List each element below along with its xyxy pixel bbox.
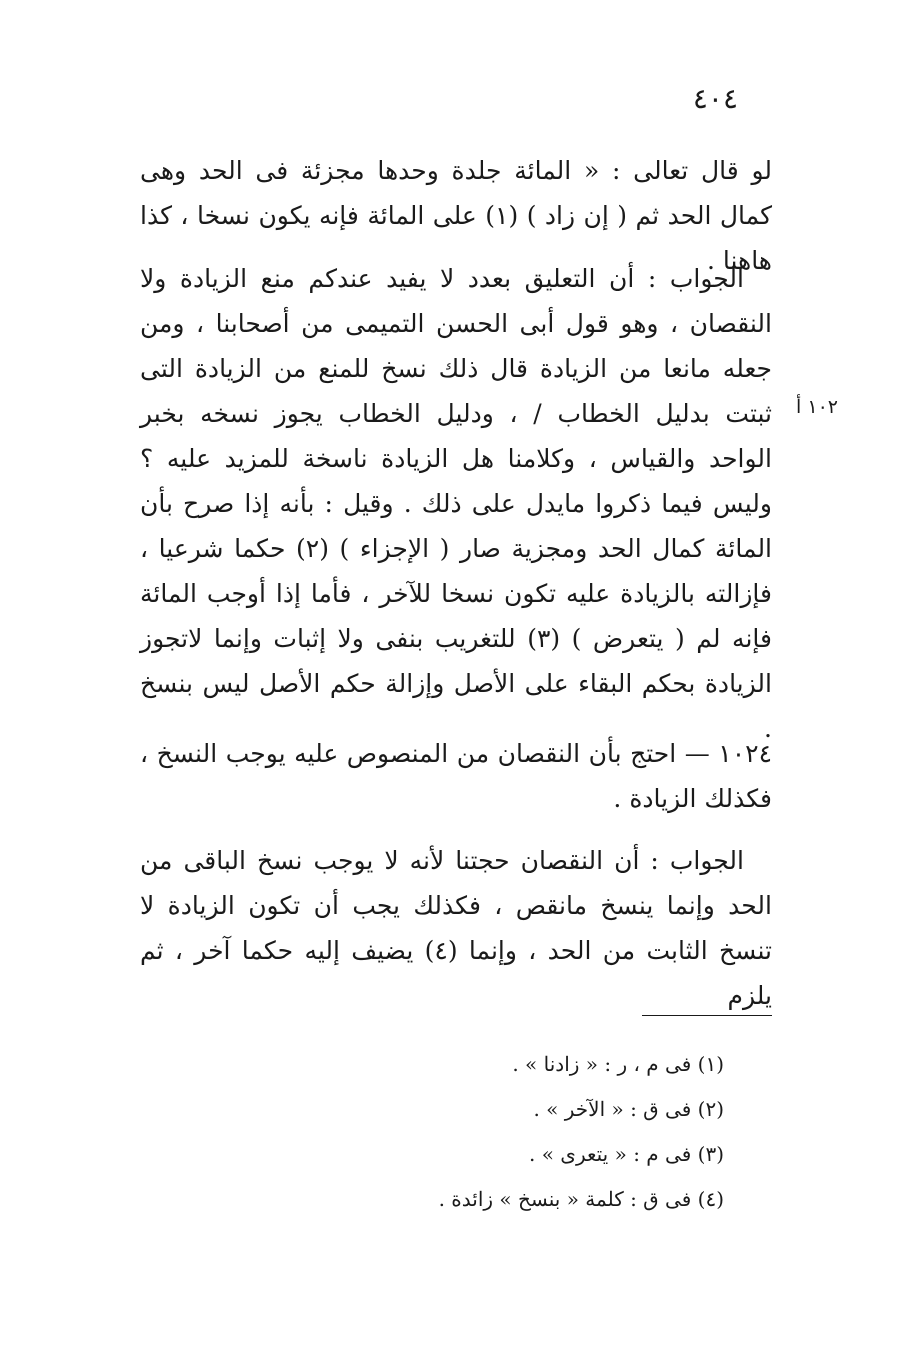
paragraph-text: لو قال تعالى : « المائة جلدة وحدها مجزئة فى الحد وهى كمال الحد ثم ( إن زاد ) (١) على المائة فإنه يكون نسخا ، كذا هاهنا . (140, 156, 772, 275)
page-number: ٤٠٤ (692, 82, 738, 115)
paragraph-3 (140, 731, 772, 821)
paragraph-text: ١٠٢٤ — احتج بأن النقصان من المنصوص عليه يوجب النسخ ، فكذلك الزيادة . (140, 739, 772, 813)
paragraph-4 (140, 838, 772, 1018)
footnote-2: (٢) فى ق : « الآخر » . (533, 1097, 724, 1121)
footnote-1: (١) فى م ، ر : « زادنا » . (512, 1052, 724, 1076)
paragraph-text: الجواب : أن النقصان حجتنا لأنه لا يوجب نسخ الباقى من الحد وإنما ينسخ مانقص ، فكذلك يجب أن تكون الزيادة لا تنسخ الثابت من الحد ، وإنما (٤) يضيف إليه حكما آخر ، ثم يلزم (140, 846, 772, 1010)
footnote-divider (642, 1015, 772, 1016)
paragraph-text: الجواب : أن التعليق بعدد لا يفيد عندكم منع الزيادة ولا النقصان ، وهو قول أبى الحسن التميمى من أصحابنا ، ومن جعله مانعا من الزيادة قال ذلك نسخ للمنع من الزيادة التى ثبتت بدليل الخطاب / ، ودليل الخطاب يجوز نسخه بخبر الواحد والقياس ، وكلامنا هل الزيادة ناسخة للمزيد عليه ؟ وليس فيما ذكروا مايدل على ذلك . وقيل : بأنه إذا صرح بأن المائة كمال الحد ومجزية صار ( الإجزاء ) (٢) حكما شرعيا ، فإزالته بالزيادة عليه تكون نسخا للآخر ، فأما إذا أوجب المائة فإنه لم ( يتعرض ) (٣) للتغريب بنفى ولا إثبات وإنما لاتجوز الزيادة بحكم البقاء على الأصل وإزالة حكم الأصل ليس بنسخ . (140, 264, 773, 743)
footnotes (164, 1046, 724, 1226)
footnote-3: (٣) فى م : « يتعرى » . (529, 1142, 724, 1166)
paragraph-2 (140, 256, 772, 751)
margin-folio-note: ١٠٢ أ (796, 396, 838, 418)
footnote-4: (٤) فى ق : كلمة « بنسخ » زائدة . (438, 1187, 724, 1211)
